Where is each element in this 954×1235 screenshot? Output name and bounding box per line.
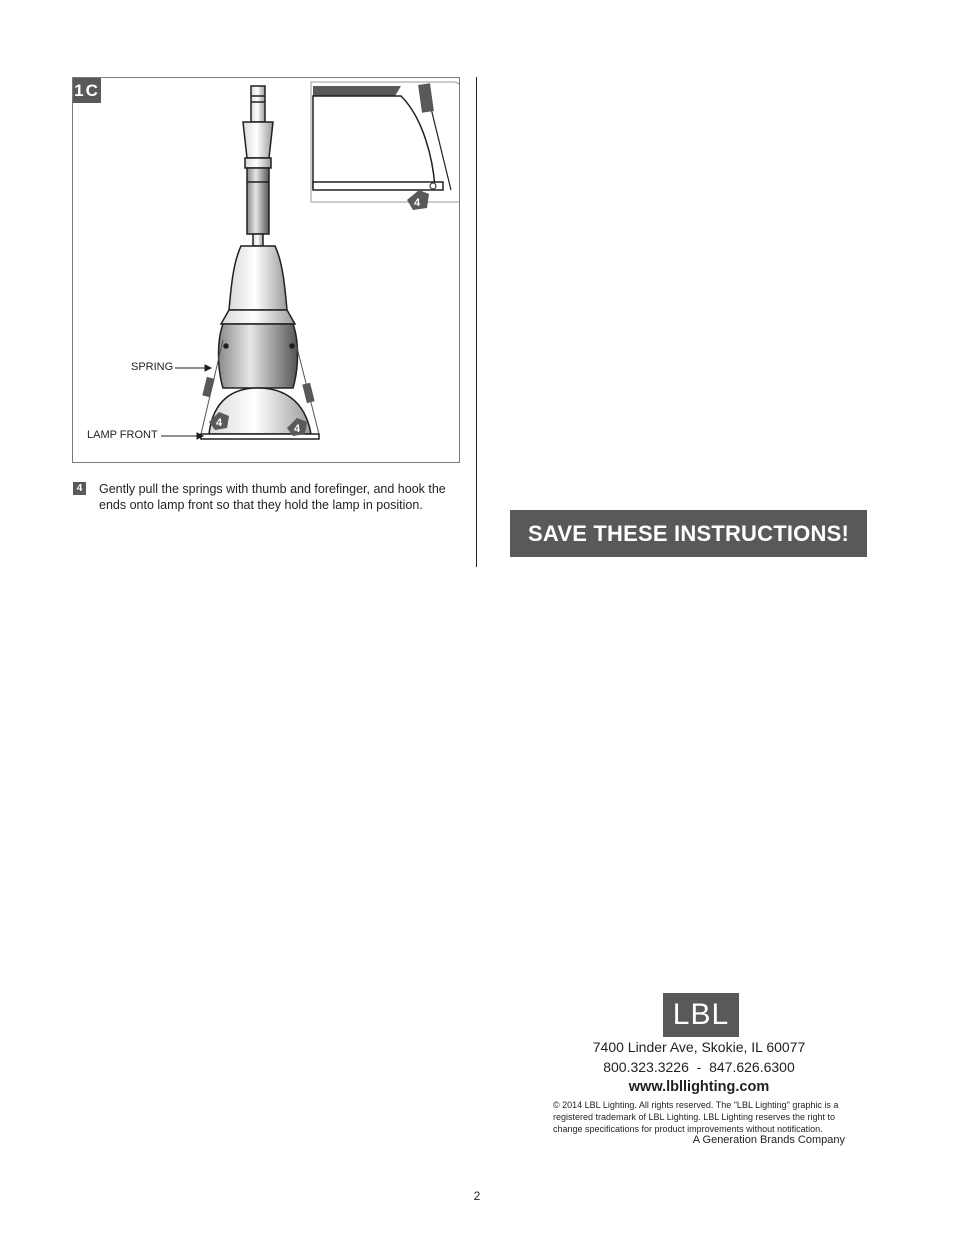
- company-website-link[interactable]: www.lbllighting.com: [628, 1079, 770, 1095]
- detail-inset: [311, 82, 460, 210]
- lamp-front-callout-label: LAMP FRONT: [87, 429, 158, 441]
- marker-number: 4: [413, 197, 421, 209]
- lamp-stem: [243, 86, 273, 246]
- page-number: 2: [473, 1189, 481, 1203]
- column-divider: [476, 77, 477, 567]
- instruction-text: Gently pull the springs with thumb and forefinger, and hook the ends onto lamp front so that they hold the lamp in position.: [99, 482, 446, 512]
- save-instructions-banner: SAVE THESE INSTRUCTIONS!: [510, 510, 867, 557]
- lamp-socket: [219, 246, 298, 388]
- spring-callout-label: SPRING: [131, 361, 174, 373]
- parent-company: A Generation Brands Company: [692, 1134, 845, 1146]
- figure-1c: [72, 77, 460, 463]
- company-phones: 800.323.3226 - 847.626.6300: [603, 1059, 795, 1075]
- instruction-step-4: [73, 481, 463, 513]
- marker-number: 4: [293, 423, 301, 435]
- lamp-assembly-illustration: [73, 78, 460, 463]
- legal-notice: © 2014 LBL Lighting. All rights reserved. The "LBL Lighting" graphic is a registered trademark of LBL Lighting. LBL Lighting reserves the right to change specifications for product improvements without notification.: [553, 1100, 839, 1134]
- company-address: 7400 Linder Ave, Skokie, IL 60077: [592, 1039, 806, 1055]
- step-label-tag: 1C: [73, 78, 101, 103]
- lbl-logo: LBL: [663, 993, 739, 1037]
- callout-arrows: [161, 365, 211, 439]
- marker-number: 4: [215, 417, 223, 429]
- step-number-badge: 4: [73, 482, 86, 495]
